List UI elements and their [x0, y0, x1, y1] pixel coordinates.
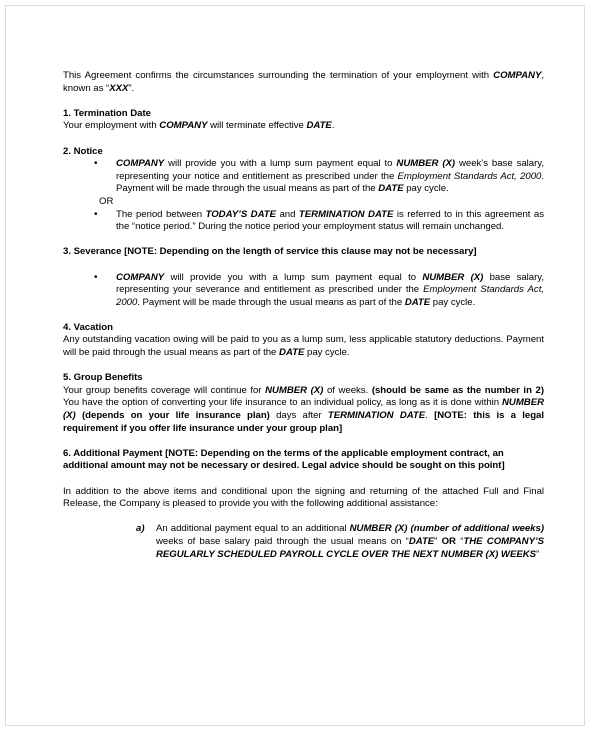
text-run: OR — [441, 535, 456, 547]
text-run: weeks of base salary paid through the usual means on “ — [156, 535, 409, 547]
paragraph-spacer — [63, 511, 544, 524]
text-run: . Payment will be made through the usual means as part of the — [116, 170, 544, 195]
section-heading-heading-4 — [63, 322, 544, 335]
body-paragraph-intro — [63, 70, 544, 95]
alpha-list-item — [63, 523, 544, 561]
bullet-list-item — [63, 209, 544, 234]
document-page — [5, 5, 585, 726]
text-run: TERMINATION DATE — [298, 208, 394, 220]
text-run: TODAY’S DATE — [205, 208, 276, 220]
paragraph-spacer — [63, 309, 544, 322]
text-run: . Payment will be made through the usual means as part of the — [137, 296, 405, 308]
text-run: 2. Notice — [63, 145, 103, 157]
text-run: “ — [455, 535, 464, 547]
paragraph-spacer — [63, 473, 544, 486]
text-run: DATE — [279, 347, 305, 359]
text-run: will provide you with a lump sum payment equal to — [164, 271, 423, 283]
or-separator-line — [63, 196, 544, 209]
text-run: 5. Group Benefits — [63, 372, 143, 384]
body-paragraph-para-1 — [63, 120, 544, 133]
text-run: 1. Termination Date — [63, 107, 151, 119]
text-run: DATE — [404, 296, 431, 308]
text-run: Your group benefits coverage will continue for — [63, 384, 266, 396]
bullet-marker-icon: • — [94, 158, 98, 170]
text-run: pay cycle. — [430, 296, 476, 308]
text-run: , known as “ — [63, 70, 544, 94]
text-run: [NOTE: this is a legal requirement if you offer life insurance under your group plan] — [63, 410, 544, 434]
text-run: 4. Vacation — [63, 321, 113, 333]
paragraph-spacer — [63, 133, 544, 146]
paragraph-spacer — [63, 435, 544, 448]
body-paragraph-para-4 — [63, 334, 544, 359]
paragraph-spacer — [63, 234, 544, 247]
body-paragraph-para-5 — [63, 385, 544, 435]
text-run: OR — [99, 195, 114, 207]
text-run: NUMBER (X) — [422, 271, 484, 283]
text-run: week’s base salary, representing your notice and entitlement as prescribed under the — [116, 158, 544, 182]
text-run: ”. — [128, 82, 135, 94]
text-run: XXX — [109, 82, 129, 94]
text-run: 6. Additional Payment [NOTE: Depending on the terms of the applicable employment contract, an additional amount may not be necessary or desired. Legal advice should be sought on this point] — [63, 447, 505, 472]
paragraph-spacer — [63, 360, 544, 373]
alpha-text — [156, 523, 544, 559]
text-run: pay cycle. — [403, 183, 449, 195]
text-run: COMPANY — [116, 271, 165, 283]
text-run: DATE — [306, 120, 332, 132]
section-heading-heading-6 — [63, 448, 544, 473]
section-heading-heading-1 — [63, 108, 544, 121]
bullet-list-item — [63, 272, 544, 310]
text-run: . — [425, 410, 435, 422]
text-run: (depends on your life insurance plan) — [81, 410, 270, 422]
document-body — [63, 70, 544, 561]
text-run: days after — [269, 410, 328, 422]
text-run: This Agreement confirms the circumstances surrounding the termination of your employment with — [63, 70, 494, 81]
bullet-text — [116, 209, 544, 233]
section-heading-heading-2 — [63, 146, 544, 159]
text-run: pay cycle. — [304, 347, 350, 359]
text-run: In addition to the above items and conditional upon the signing and returning of the attached Full and Final Release, the Company is pleased to provide you with the following additional assistance: — [63, 485, 544, 510]
text-run: ” — [536, 548, 540, 560]
text-run: NUMBER (X) — [265, 384, 324, 396]
alpha-marker: a) — [136, 523, 145, 535]
text-run: ” — [434, 535, 442, 547]
text-run: Any outstanding vacation owing will be paid to you as a lump sum, less applicable statutory deductions. Payment will be paid through the usual means as part of the — [63, 334, 544, 359]
section-heading-heading-3 — [63, 246, 544, 259]
text-run: Employment Standards Act, 2000 — [397, 170, 542, 182]
text-run: . — [331, 120, 335, 132]
text-run: You have the option of converting your life insurance to an individual policy, as long as it is done within — [63, 397, 503, 409]
text-run: The period between — [116, 208, 206, 220]
text-run: 3. Severance [NOTE: Depending on the length of service this clause may not be necessary] — [63, 246, 477, 258]
text-run: of weeks. — [323, 384, 372, 396]
paragraph-spacer — [63, 95, 544, 108]
body-paragraph-para-6 — [63, 486, 544, 511]
text-run: and — [276, 208, 299, 220]
text-run: (should be same as the number in 2) — [371, 384, 544, 396]
text-run: DATE — [378, 183, 404, 195]
text-run: NUMBER (X) — [396, 158, 456, 170]
text-run: COMPANY — [159, 120, 208, 132]
text-run: NUMBER (X) (number of additional weeks) — [349, 523, 544, 535]
text-run: TERMINATION DATE — [327, 410, 426, 422]
text-run: will terminate effective — [207, 120, 307, 132]
paragraph-spacer — [63, 259, 544, 272]
text-run: COMPANY — [493, 70, 542, 81]
section-heading-heading-5 — [63, 372, 544, 385]
bullet-marker-icon: • — [94, 208, 98, 220]
text-run: DATE — [408, 535, 435, 547]
text-run: Employment Standards Act, 2000 — [116, 284, 544, 308]
text-run: COMPANY — [116, 158, 165, 170]
text-run: NUMBER (X) — [63, 397, 544, 422]
bullet-text — [116, 158, 544, 194]
text-run: is referred to in this agreement as the “notice period.” During the notice period your employment status will remain unchanged. — [116, 208, 545, 233]
text-run: Your employment with — [63, 120, 160, 132]
bullet-list-item — [63, 158, 544, 196]
text-run: base salary, representing your severance and entitlement as prescribed under the — [116, 271, 544, 296]
bullet-marker-icon: • — [94, 271, 98, 283]
text-run: will provide you with a lump sum payment equal to — [164, 158, 397, 170]
text-run: An additional payment equal to an additional — [156, 523, 350, 535]
bullet-text — [116, 272, 544, 308]
text-run: THE COMPANY’S REGULARLY SCHEDULED PAYROLL CYCLE OVER THE NEXT NUMBER (X) WEEKS — [156, 535, 544, 560]
